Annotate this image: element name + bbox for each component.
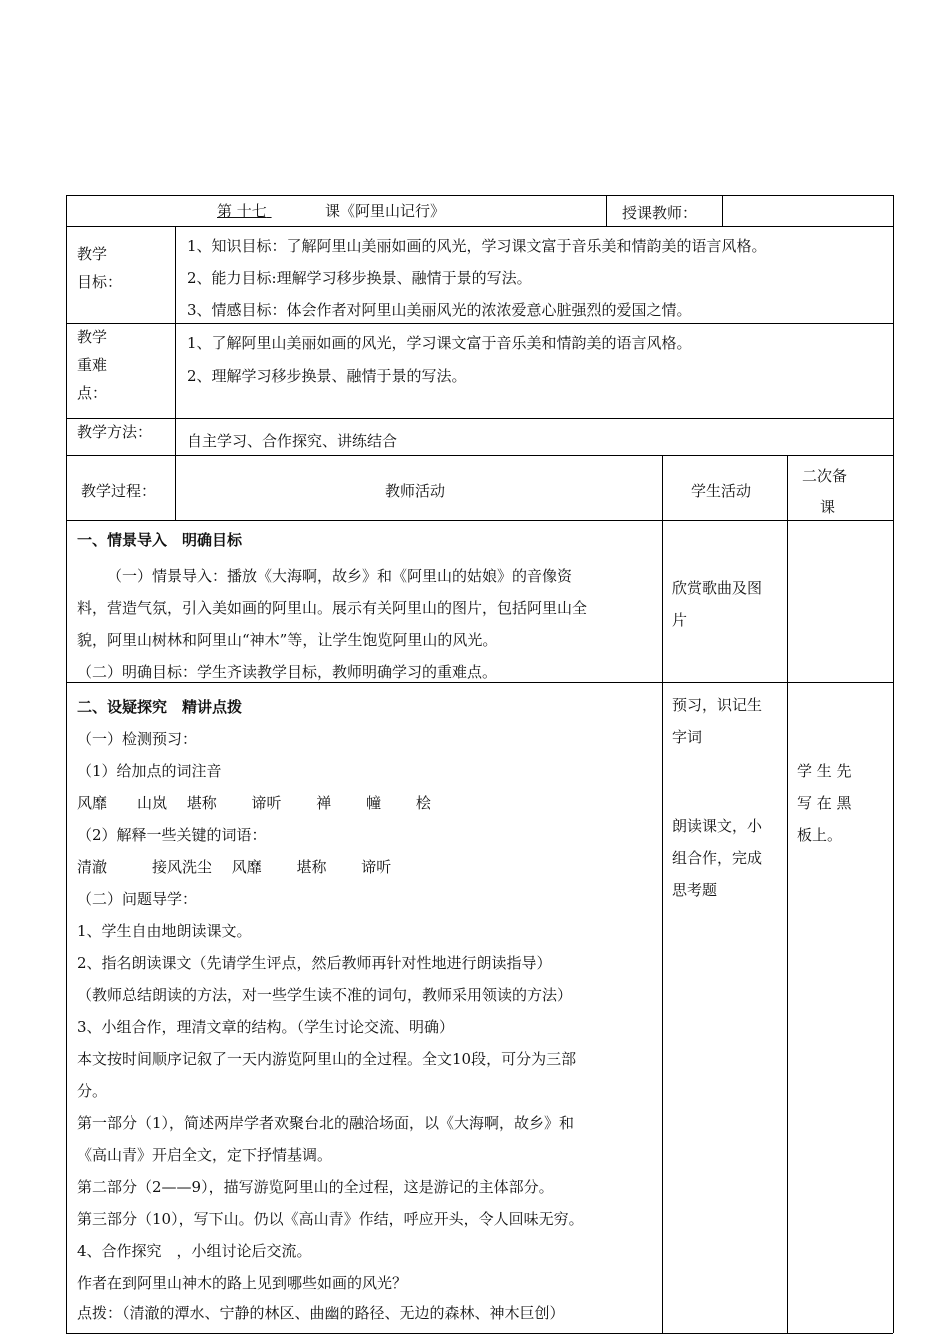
second-prep-header-2: 课 xyxy=(820,498,836,516)
lesson-title: 课《阿里山记行》 xyxy=(325,202,446,220)
section2-student-line: 预习，识记生 xyxy=(672,696,763,714)
section1-line: （一）情景导入：播放《大海啊，故乡》和《阿里山的姑娘》的音像资 xyxy=(107,567,573,585)
section2-line: 第三部分（10），写下山。仍以《高山青》作结，呼应开头，令人回味无穷。 xyxy=(77,1210,584,1228)
section2-student-line: 思考题 xyxy=(672,881,718,899)
section2-note-line: 板上。 xyxy=(797,826,843,844)
section2-line: 《高山青》开启全文，定下抒情基调。 xyxy=(77,1146,333,1164)
section2-line: 3、小组合作，理清文章的结构。（学生讨论交流、明确） xyxy=(77,1018,455,1036)
method-value: 自主学习、合作探究、讲练结合 xyxy=(187,432,398,450)
section2-student-line: 字词 xyxy=(672,728,703,746)
blank-underline xyxy=(267,201,303,221)
section1-student-1: 欣赏歌曲及图 xyxy=(672,579,763,597)
section2-line: 2、指名朗读课文（先请学生评点，然后教师再针对性地进行朗读指导） xyxy=(77,954,552,972)
section1-title: 一、情景导入 明确目标 xyxy=(77,531,243,549)
student-activity-header: 学生活动 xyxy=(691,482,752,500)
teacher-activity-header: 教师活动 xyxy=(385,482,446,500)
process-label: 教学过程： xyxy=(81,482,157,500)
method-label: 教学方法： xyxy=(77,423,153,441)
section1-line: 料，营造气氛，引入美如画的阿里山。展示有关阿里山的图片，包括阿里山全 xyxy=(77,599,588,617)
section2-line: （二）问题导学： xyxy=(77,890,198,908)
section2-line: 点拨：（清澈的潭水、宁静的林区、曲幽的路径、无边的森林、神木巨创） xyxy=(77,1304,565,1322)
keypoints-label-2: 重难 xyxy=(77,356,108,374)
objectives-label-2: 目标： xyxy=(77,273,123,291)
section2-line: 分。 xyxy=(77,1082,108,1100)
section2-line: 第二部分（2——9），描写游览阿里山的全过程，这是游记的主体部分。 xyxy=(77,1178,554,1196)
section1-line: 貌，阿里山树林和阿里山“神木”等，让学生饱览阿里山的风光。 xyxy=(77,631,498,649)
teacher-label: 授课教师： xyxy=(622,204,698,222)
lesson-number xyxy=(217,201,303,221)
section2-title: 二、设疑探究 精讲点拨 xyxy=(77,698,243,716)
lesson-number-underlined: 第 十七 xyxy=(217,202,267,220)
section2-line: 第一部分（1），简述两岸学者欢聚台北的融洽场面，以《大海啊，故乡》和 xyxy=(77,1114,575,1132)
keypoint-item: 1、了解阿里山美丽如画的风光，学习课文富于音乐美和情韵美的语言风格。 xyxy=(187,334,692,352)
section2-line: 作者在到阿里山神木的路上见到哪些如画的风光？ xyxy=(77,1274,408,1292)
section2-line: 1、学生自由地朗读课文。 xyxy=(77,922,252,940)
section2-line: （1）给加点的词注音 xyxy=(77,762,222,780)
keypoints-label-1: 教学 xyxy=(77,328,108,346)
section2-line: （一）检测预习： xyxy=(77,730,198,748)
section2-line: 清澈 接风洗尘 风靡 堪称 谛听 xyxy=(77,858,392,876)
section1-line: （二）明确目标：学生齐读教学目标，教师明确学习的重难点。 xyxy=(77,663,498,681)
section2-note-line: 学 生 先 xyxy=(797,762,852,780)
section2-note-line: 写 在 黑 xyxy=(797,794,852,812)
section1-student-2: 片 xyxy=(672,611,688,629)
objective-item: 3、情感目标：体会作者对阿里山美丽风光的浓浓爱意心脏强烈的爱国之情。 xyxy=(187,301,692,319)
objective-item: 1、知识目标：了解阿里山美丽如画的风光，学习课文富于音乐美和情韵美的语言风格。 xyxy=(187,237,767,255)
section2-line: （教师总结朗读的方法，对一些学生读不准的词句，教师采用领读的方法） xyxy=(77,986,573,1004)
section2-student-line: 朗读课文，小 xyxy=(672,817,763,835)
objective-item: 2、能力目标:理解学习移步换景、融情于景的写法。 xyxy=(187,269,532,287)
keypoint-item: 2、理解学习移步换景、融情于景的写法。 xyxy=(187,367,467,385)
section2-line: 4、合作探究 ，小组讨论后交流。 xyxy=(77,1242,312,1260)
section2-student-line: 组合作，完成 xyxy=(672,849,763,867)
second-prep-header-1: 二次备 xyxy=(802,467,848,485)
section2-line: （2）解释一些关键的词语： xyxy=(77,826,267,844)
objectives-label-1: 教学 xyxy=(77,245,108,263)
section2-line: 风靡 山岚 堪称 谛听 禅 幢 桧 xyxy=(77,794,431,812)
section2-line: 本文按时间顺序记叙了一天内游览阿里山的全过程。全文10段，可分为三部 xyxy=(77,1050,577,1068)
keypoints-label-3: 点： xyxy=(77,384,108,402)
